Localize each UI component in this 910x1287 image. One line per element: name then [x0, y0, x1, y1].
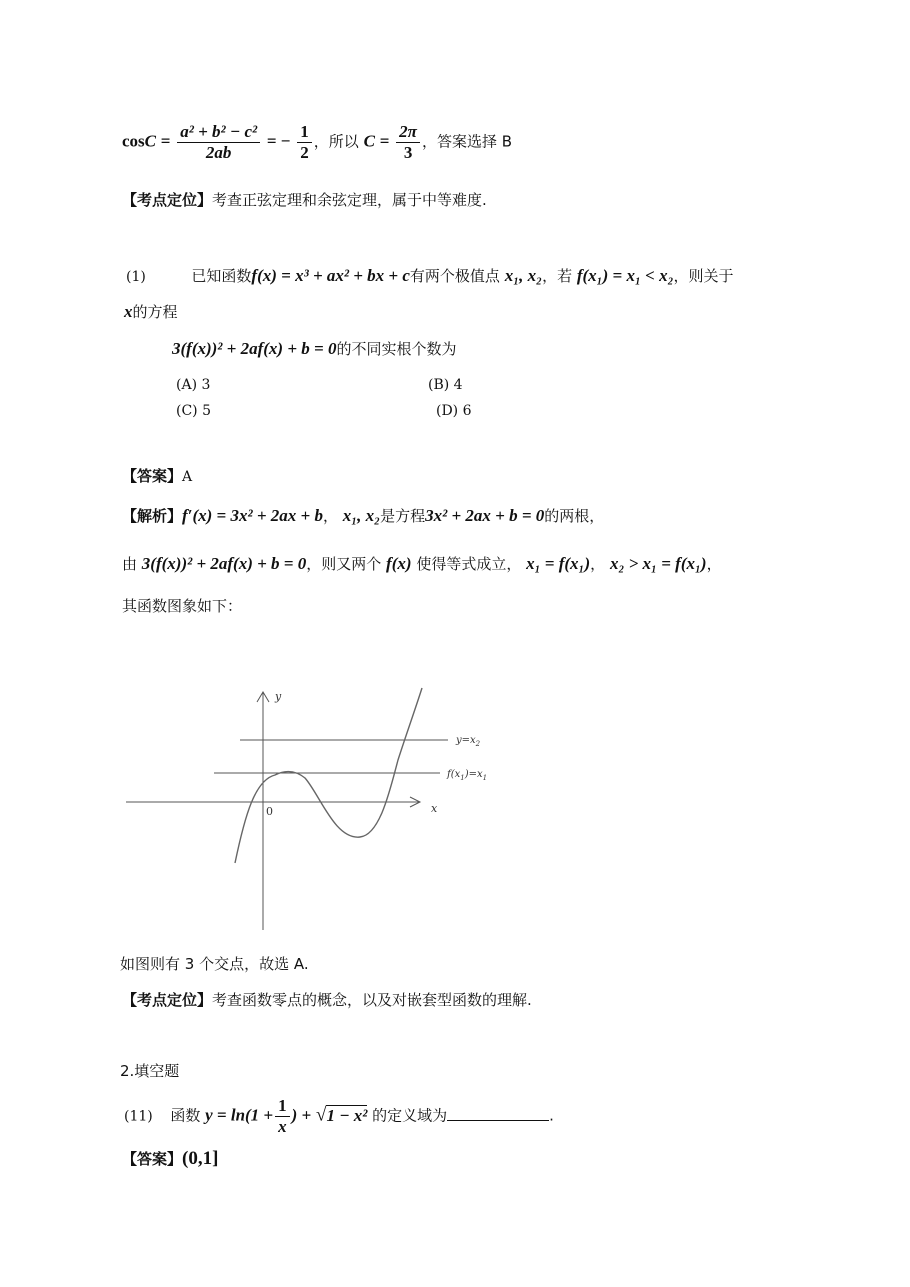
question-1-line-2: [124, 301, 178, 323]
answer-choice-text: ，答案选择 B: [421, 132, 513, 151]
answer-value: A: [182, 469, 193, 485]
question-number: (1): [126, 269, 146, 285]
option-a: (A) 3: [176, 377, 211, 393]
is-root-text: 是方程: [380, 507, 426, 525]
cosine-result-line: [122, 122, 512, 163]
end-comma: ，: [706, 555, 722, 573]
sqrt-sign: √: [316, 1104, 327, 1126]
y-label: y: [275, 690, 282, 703]
kaodian-text: 考查正弦定理和余弦定理，属于中等难度.: [212, 191, 487, 209]
log-expr: y = ln(1 +: [205, 1105, 274, 1125]
answer-11-line: [122, 1148, 218, 1170]
kaodian-text-2: 考查函数零点的概念，以及对嵌套型函数的理解.: [212, 991, 532, 1009]
kaodian-tag-2: 【考点定位】: [122, 991, 213, 1009]
mid-text-2: 使得等式成立，: [416, 555, 522, 573]
origin-label: 0: [266, 805, 273, 818]
answer-1-line: [122, 465, 192, 488]
pi-fraction: [396, 122, 420, 163]
case-1: x₁ = f(x₁): [526, 554, 591, 573]
nested-equation-2: 3(f(x))² + 2af(x) + b = 0: [141, 554, 307, 573]
analysis-line-2: [122, 553, 722, 575]
roots: x₁, x₂: [342, 506, 381, 525]
case-2: x₂ > x₁ = f(x₁): [609, 554, 707, 573]
sqrt-body: 1 − x²: [326, 1105, 368, 1125]
cos-label: cos: [122, 131, 145, 151]
frac-numerator: a² + b² − c²: [177, 122, 260, 143]
plus-text: ) +: [291, 1105, 312, 1125]
mid-text: ，则又两个: [306, 555, 382, 573]
two-roots-text: 的两根，: [544, 507, 605, 525]
equation-word: 的方程: [132, 303, 178, 321]
var-x: x: [124, 302, 133, 321]
nested-equation: 3(f(x))² + 2af(x) + b = 0: [172, 339, 337, 358]
option-b: (B) 4: [428, 377, 463, 393]
extreme-points: x₁, x₂: [504, 266, 543, 285]
reciprocal-fraction: [275, 1096, 290, 1137]
cosine-fraction: [177, 122, 260, 163]
derivative: f′(x) = 3x² + 2ax + b: [182, 506, 323, 525]
question-tail: ，则关于: [673, 267, 734, 285]
label-y-x2: $y=x_2$: [456, 735, 481, 748]
condition: f(x₁) = x₁ < x₂: [576, 266, 674, 285]
equals-2: =: [379, 131, 390, 151]
question-1-line-1: [126, 265, 734, 288]
analysis-line-3: 其函数图象如下：: [122, 597, 243, 615]
option-c: (C) 5: [176, 403, 211, 419]
you-text: 由: [122, 555, 138, 573]
cond-lead: ，若: [542, 267, 573, 285]
conclusion-line: 如图则有 3 个交点，故选 A.: [120, 955, 309, 973]
analysis-tag: 【解析】: [122, 507, 183, 525]
half-fraction: [297, 122, 312, 163]
var-c: C: [144, 131, 157, 151]
label-f-x1: $f(x_1)=x_1$: [447, 769, 488, 782]
half-numerator: 1: [297, 122, 312, 143]
so-text: ，所以: [313, 132, 359, 151]
section-2-heading: 2.填空题: [120, 1062, 180, 1080]
sep: ，: [322, 507, 338, 525]
half-denominator: 2: [300, 143, 309, 162]
function-graph: [120, 680, 488, 935]
kaodian-tag: 【考点定位】: [122, 191, 213, 209]
recip-den: x: [278, 1117, 287, 1136]
function-def: f(x) = x³ + ax² + bx + c: [251, 266, 410, 285]
kaodian-line-2: [122, 989, 532, 1011]
x-label: x: [431, 802, 438, 815]
equation-tail: 的不同实根个数为: [336, 340, 457, 358]
sep-2: ，: [590, 555, 606, 573]
var-c-2: C: [363, 131, 375, 151]
question-mid: 有两个极值点: [409, 267, 500, 285]
fx: f(x): [386, 554, 412, 573]
question-11-number: (11): [124, 1108, 153, 1125]
pi-denominator: 3: [403, 143, 413, 162]
answer-11-tag: 【答案】: [122, 1150, 183, 1168]
derivative-equation: 3x² + 2ax + b = 0: [425, 506, 545, 525]
frac-denominator: 2ab: [205, 143, 232, 162]
answer-tag: 【答案】: [122, 467, 183, 485]
answer-blank[interactable]: [447, 1106, 549, 1121]
question-lead: 已知函数: [191, 267, 252, 285]
analysis-line-1: [122, 505, 604, 527]
recip-num: 1: [275, 1096, 290, 1117]
question-11-end: .: [549, 1106, 554, 1125]
neg-equals: = −: [266, 131, 291, 151]
kaodian-line-1: [122, 189, 487, 211]
question-11-lead: 函数: [170, 1106, 201, 1125]
option-d: (D) 6: [436, 403, 472, 419]
equals: =: [160, 131, 171, 151]
question-1-equation: [172, 338, 456, 360]
question-11-line: [124, 1096, 554, 1137]
pi-numerator: 2π: [396, 122, 420, 143]
answer-11-value: (0,1]: [182, 1148, 219, 1169]
question-11-tail: 的定义域为: [372, 1106, 448, 1125]
